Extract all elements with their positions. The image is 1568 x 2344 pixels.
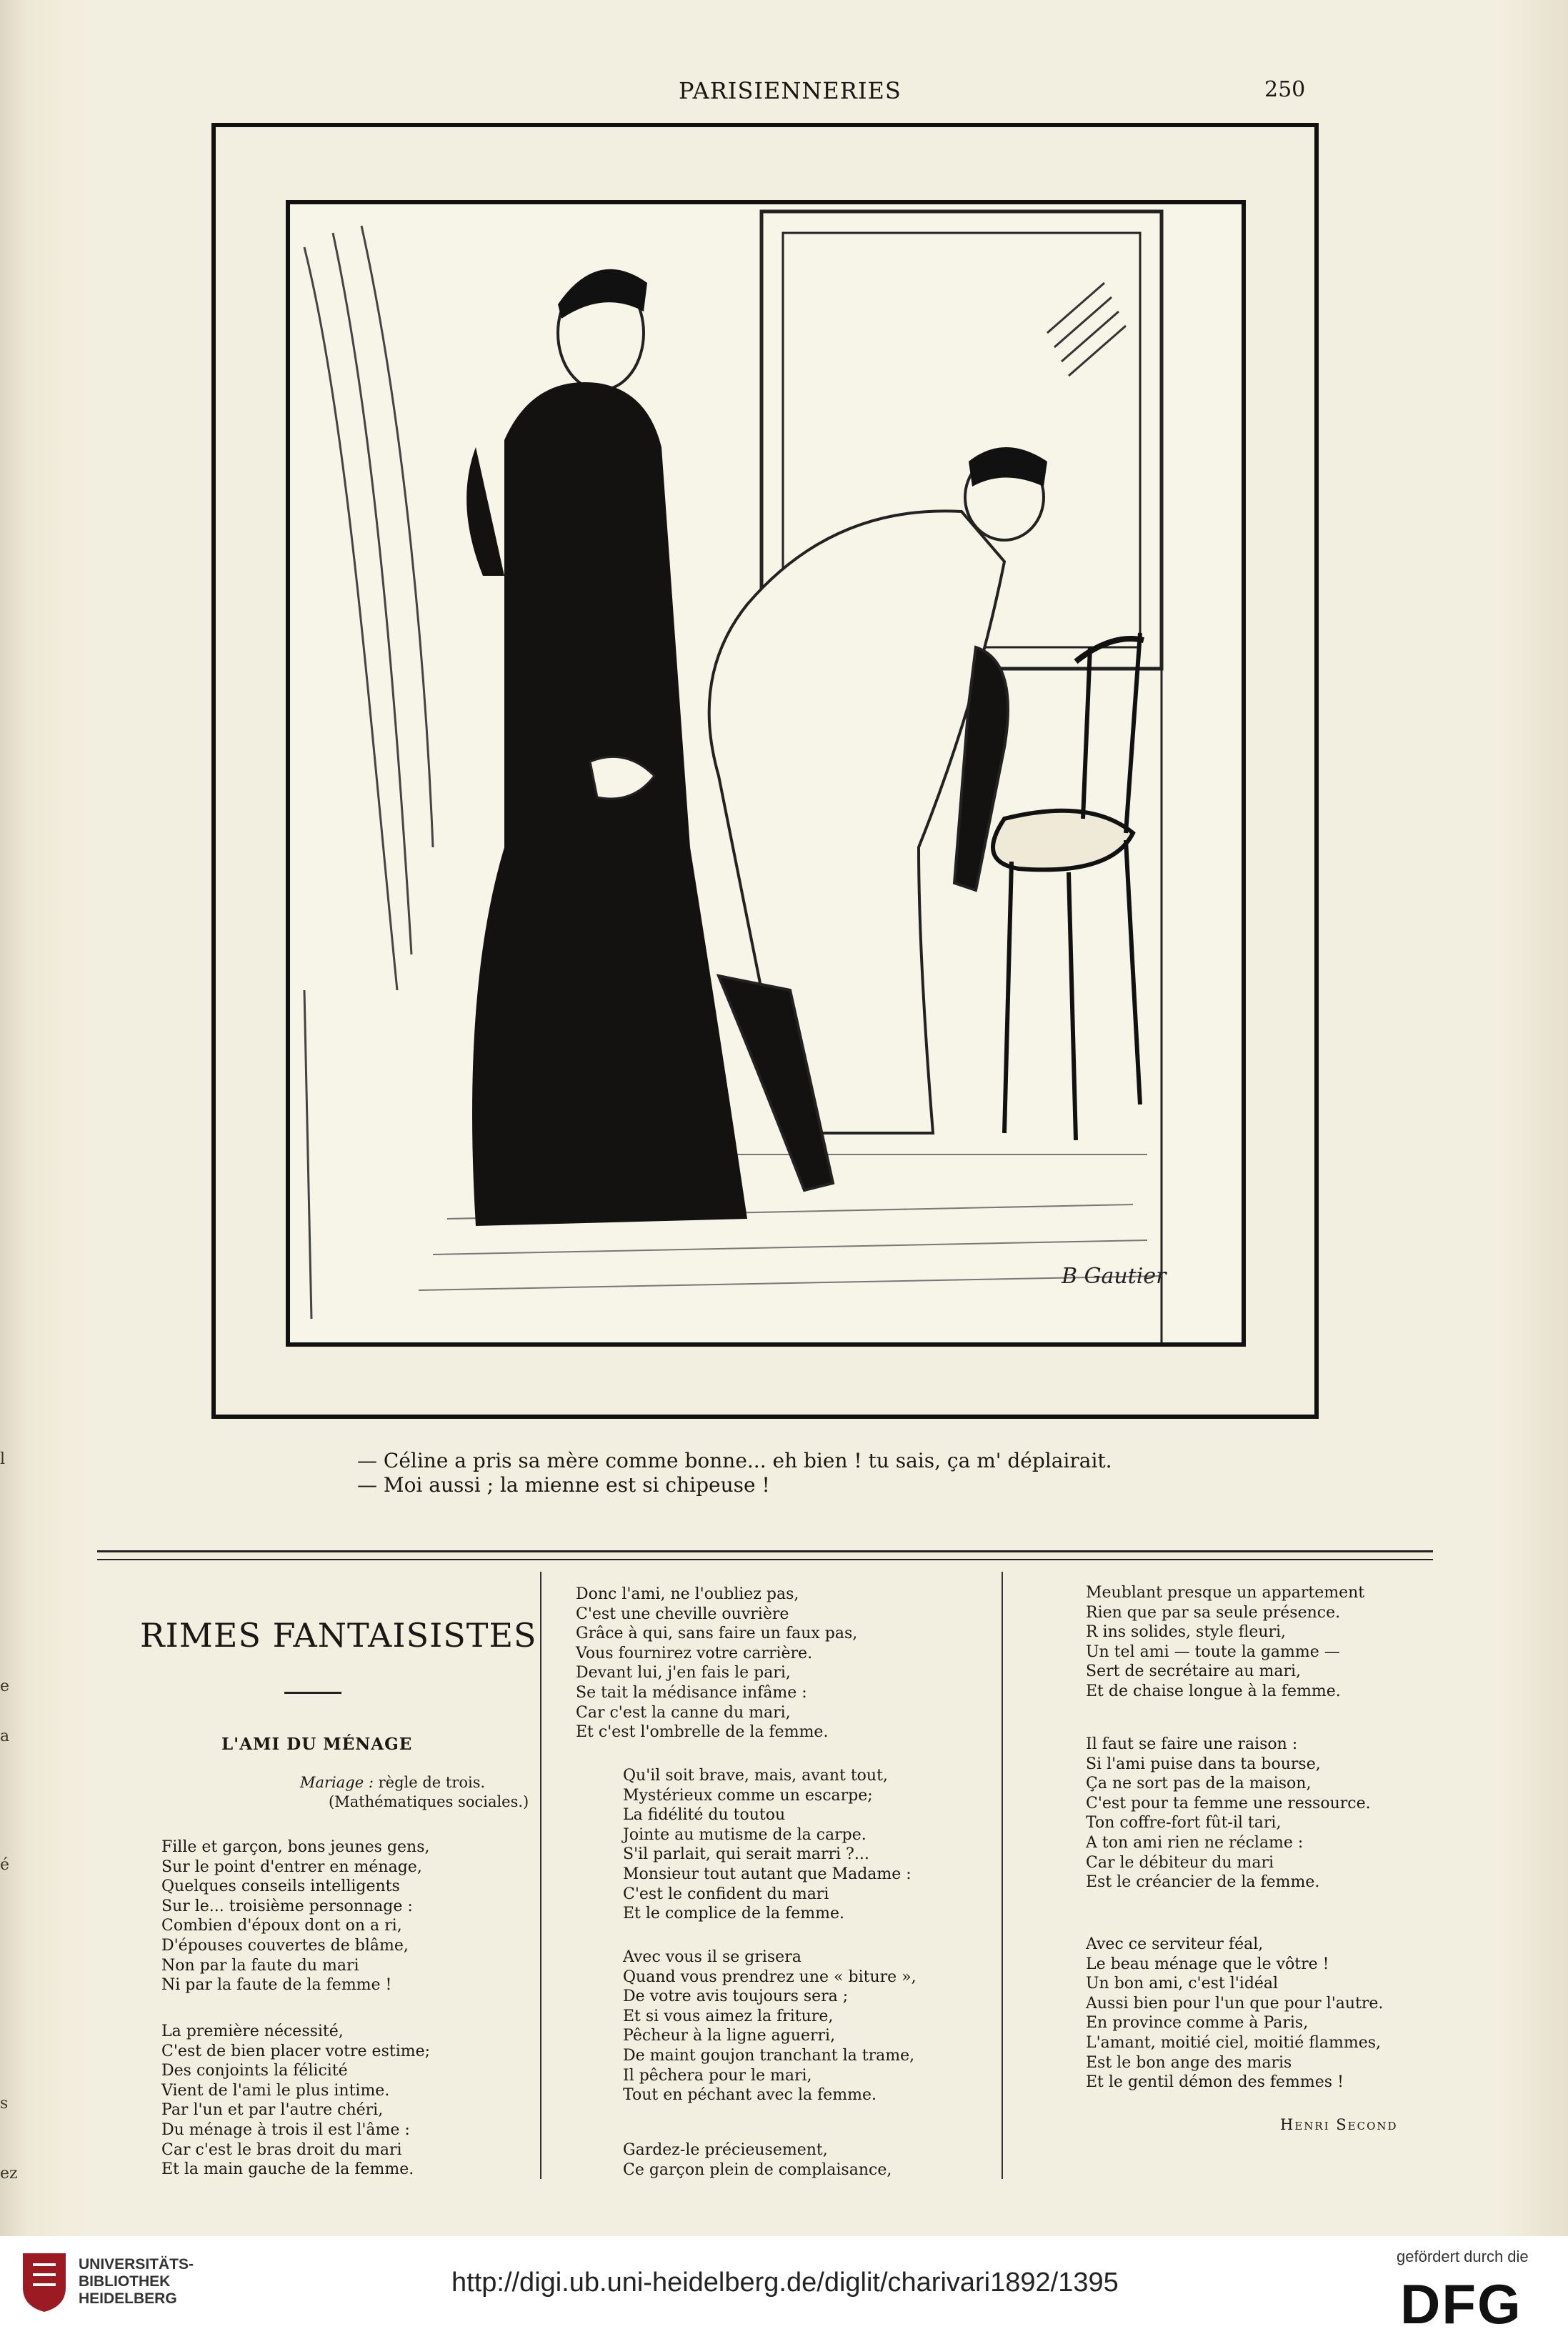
verse-line: Jointe au mutisme de la carpe. bbox=[623, 1825, 867, 1844]
verse-line: Devant lui, j'en fais le pari, bbox=[576, 1664, 791, 1682]
epigraph bbox=[300, 1773, 529, 1812]
verse-line: Un tel ami — toute la gamme — bbox=[1086, 1642, 1340, 1661]
verse-line: Et c'est l'ombrelle de la femme. bbox=[576, 1723, 829, 1742]
section-rule bbox=[97, 1550, 1433, 1560]
verse-line: Car le débiteur du mari bbox=[1086, 1853, 1274, 1872]
poem-stanza bbox=[623, 1766, 912, 1924]
verse-line: Il faut se faire une raison : bbox=[1086, 1735, 1298, 1753]
verse-line: Quelques conseils intelligents bbox=[161, 1877, 400, 1896]
curtain bbox=[304, 226, 433, 1319]
title-rule bbox=[284, 1692, 341, 1694]
column-divider bbox=[1002, 1572, 1003, 2179]
verse-line: Des conjoints la félicité bbox=[161, 2062, 348, 2080]
verse-line: Car c'est la canne du mari, bbox=[576, 1703, 791, 1722]
verse-line: Monsieur tout autant que Madame : bbox=[623, 1865, 912, 1883]
verse-line: Mystérieux comme un escarpe; bbox=[623, 1786, 873, 1805]
poem-title: L'AMI DU MÉNAGE bbox=[221, 1735, 413, 1754]
verse-line: Fille et garçon, bons jeunes gens, bbox=[161, 1838, 430, 1856]
verse-line: Ça ne sort pas de la maison, bbox=[1086, 1775, 1312, 1793]
university-name-line: HEIDELBERG bbox=[79, 2290, 177, 2307]
verse-line: Sur le... troisième personnage : bbox=[161, 1897, 413, 1915]
verse-line: Du ménage à trois il est l'âme : bbox=[161, 2120, 410, 2139]
verse-line: Meublant presque un appartement bbox=[1086, 1584, 1365, 1602]
page-number: 250 bbox=[1264, 77, 1306, 102]
funded-by-label: gefördert durch die bbox=[1397, 2248, 1529, 2265]
poem-stanza bbox=[623, 1947, 917, 2105]
gutter-letter: a bbox=[0, 1727, 10, 1745]
verse-line: Ni par la faute de la femme ! bbox=[161, 1976, 392, 1995]
column-divider bbox=[540, 1572, 541, 2179]
verse-line: Se tait la médisance infâme : bbox=[576, 1683, 807, 1702]
verse-line: R ins solides, style fleuri, bbox=[1086, 1623, 1287, 1642]
epigraph-source: (Mathématiques sociales.) bbox=[329, 1793, 529, 1810]
artist-signature: B Gautier bbox=[1062, 1264, 1167, 1289]
verse-line: Et le gentil démon des femmes ! bbox=[1086, 2073, 1344, 2092]
gutter-letter: e bbox=[0, 1677, 10, 1695]
verse-line: Avec vous il se grisera bbox=[623, 1948, 802, 1966]
epigraph-label: Mariage : bbox=[300, 1774, 374, 1791]
poem-stanza bbox=[623, 2140, 892, 2180]
verse-line: Le beau ménage que le vôtre ! bbox=[1086, 1955, 1329, 1973]
verse-line: Est le bon ange des maris bbox=[1086, 2053, 1292, 2072]
verse-line: Ce garçon plein de complaisance, bbox=[623, 2160, 892, 2179]
verse-line: Grâce à qui, sans faire un faux pas, bbox=[576, 1625, 858, 1643]
cartoon-illustration bbox=[290, 204, 1242, 1342]
university-name bbox=[79, 2256, 194, 2308]
verse-line: Un bon ami, c'est l'idéal bbox=[1086, 1975, 1279, 1993]
verse-line: Gardez-le précieusement, bbox=[623, 2141, 828, 2159]
poem-stanza bbox=[161, 1837, 430, 1995]
university-seal-icon bbox=[20, 2250, 69, 2313]
verse-line: C'est une cheville ouvrière bbox=[576, 1605, 789, 1623]
poem-stanza bbox=[161, 2022, 430, 2180]
university-name-line: UNIVERSITÄTS- bbox=[79, 2256, 194, 2273]
cartoon-caption bbox=[357, 1449, 1112, 1497]
verse-line: C'est de bien placer votre estime; bbox=[161, 2042, 431, 2060]
verse-line: Par l'un et par l'autre chéri, bbox=[161, 2101, 384, 2120]
epigraph-text: règle de trois. bbox=[378, 1774, 486, 1791]
gutter-letter: é bbox=[0, 1856, 10, 1874]
gutter-letter: l bbox=[0, 1450, 6, 1468]
page-header bbox=[0, 77, 1568, 106]
verse-line: Sert de secrétaire au mari, bbox=[1086, 1662, 1302, 1681]
verse-line: De maint goujon tranchant la trame, bbox=[623, 2046, 915, 2065]
verse-line: Ton coffre-fort fût-il tari, bbox=[1086, 1814, 1282, 1832]
verse-line: Et la main gauche de la femme. bbox=[161, 2160, 414, 2179]
verse-line: La première nécessité, bbox=[161, 2023, 344, 2040]
verse-line: Et le complice de la femme. bbox=[623, 1905, 844, 1923]
verse-line: Il pêchera pour le mari, bbox=[623, 2066, 812, 2085]
verse-line: Qu'il soit brave, mais, avant tout, bbox=[623, 1767, 888, 1785]
verse-line: Pêcheur à la ligne aguerri, bbox=[623, 2027, 836, 2045]
verse-line: D'épouses couvertes de blâme, bbox=[161, 1936, 409, 1955]
poem-stanza bbox=[576, 1585, 857, 1742]
verse-line: Donc l'ami, ne l'oubliez pas, bbox=[576, 1585, 799, 1603]
verse-line: Tout en péchant avec la femme. bbox=[623, 2086, 877, 2105]
verse-line: La fidélité du toutou bbox=[623, 1806, 786, 1825]
verse-line: Est le créancier de la femme. bbox=[1086, 1873, 1320, 1892]
author-signature: Henri Second bbox=[1280, 2116, 1398, 2133]
verse-line: De votre avis toujours sera ; bbox=[623, 1988, 849, 2006]
verse-line: En province comme à Paris, bbox=[1086, 2014, 1309, 2033]
verse-line: Combien d'époux dont on a ri, bbox=[161, 1917, 402, 1935]
verse-line: S'il parlait, qui serait marri ?... bbox=[623, 1845, 869, 1864]
standing-woman-figure bbox=[466, 269, 747, 1226]
caption-line: — Moi aussi ; la mienne est si chipeuse ! bbox=[357, 1473, 770, 1497]
chair bbox=[993, 633, 1144, 1140]
verse-line: C'est le confident du mari bbox=[623, 1885, 829, 1903]
verse-line: Si l'ami puise dans ta bourse, bbox=[1086, 1755, 1321, 1773]
verse-line: Sur le point d'entrer en ménage, bbox=[161, 1857, 422, 1876]
verse-line: Car c'est le bras droit du mari bbox=[161, 2140, 402, 2159]
poem-stanza bbox=[1086, 1583, 1364, 1702]
section-title: RIMES FANTAISISTES bbox=[140, 1616, 537, 1655]
verse-line: Et si vous aimez la friture, bbox=[623, 2007, 834, 2025]
poem-stanza bbox=[1086, 1935, 1383, 2093]
verse-line: L'amant, moitié ciel, moitié flammes, bbox=[1086, 2033, 1382, 2052]
verse-line: C'est pour ta femme une ressource. bbox=[1086, 1794, 1371, 1812]
verse-line: Avec ce serviteur féal, bbox=[1086, 1935, 1264, 1953]
verse-line: Vous fournirez votre carrière. bbox=[576, 1644, 813, 1662]
verse-line: Aussi bien pour l'un que pour l'autre. bbox=[1086, 1994, 1384, 2013]
gutter-letter: s bbox=[0, 2095, 9, 2113]
running-title: PARISIENNERIES bbox=[679, 77, 902, 104]
caption-line: — Céline a pris sa mère comme bonne... eh bien ! tu sais, ça m' déplairait. bbox=[357, 1449, 1112, 1472]
verse-line: Rien que par sa seule présence. bbox=[1086, 1603, 1341, 1622]
gutter-letter: ez bbox=[0, 2165, 18, 2183]
permalink-url[interactable]: http://digi.ub.uni-heidelberg.de/diglit/charivari1892/1395 bbox=[451, 2268, 1119, 2298]
verse-line: Et de chaise longue à la femme. bbox=[1086, 1682, 1341, 1700]
verse-line: Vient de l'ami le plus intime. bbox=[161, 2081, 390, 2100]
verse-line: Quand vous prendrez une « biture », bbox=[623, 1968, 917, 1986]
verse-line: A ton ami rien ne réclame : bbox=[1086, 1833, 1304, 1852]
poem-stanza bbox=[1086, 1735, 1371, 1892]
verse-line: Non par la faute du mari bbox=[161, 1956, 359, 1975]
dfg-logo: DFG bbox=[1400, 2273, 1522, 2335]
university-name-line: BIBLIOTHEK bbox=[79, 2273, 171, 2290]
